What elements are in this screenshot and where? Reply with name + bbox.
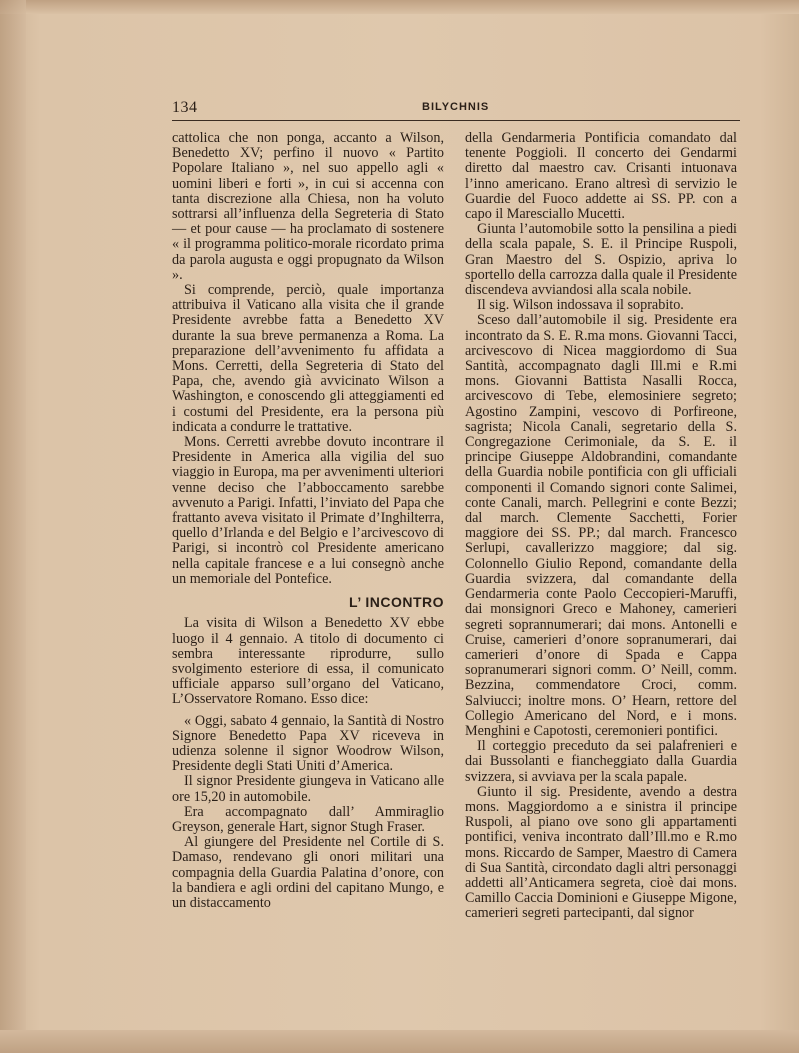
- paragraph: cattolica che non ponga, accanto a Wilson, Benedetto XV; perfino il nuovo « Partito Popolare Italiano », nel suo appello agli « uomini liberi e forti », in cui si accenna con tanta discrezione alla Chiesa, non ha voluto sottrarsi all’influenza della Segreteria di Stato — et pour cause — ha proclamato di sostenere « il programma politico-morale ricordato prima da parola augusta e oggi propugnato da Wilson ».: [172, 130, 444, 283]
- paragraph: Il corteggio preceduto da sei palafrenieri e dai Bussolanti e fiancheggiato dalla Guardia svizzera, si avviava per la scala papale.: [465, 738, 737, 785]
- paragraph: Il signor Presidente giungeva in Vaticano alle ore 15,20 in automobile.: [172, 773, 444, 805]
- paragraph: Al giungere del Presidente nel Cortile di S. Damaso, rendevano gli onori militari una compagnia della Guardia Palatina d’onore, con la bandiera e agli ordini del capitano Mungo, e un distaccamento: [172, 834, 444, 911]
- page-header: [172, 96, 740, 120]
- paragraph: La visita di Wilson a Benedetto XV ebbe luogo il 4 gennaio. A titolo di documento ci sembra interessante riprodurre, sullo svolgimento esteriore di essa, il comunicato ufficiale apparso sull’organo del Vaticano, L’Osservatore Romano. Esso dice:: [172, 615, 444, 708]
- left-column: [172, 131, 444, 911]
- paragraph: Sceso dall’automobile il sig. Presidente era incontrato da S. E. R.ma mons. Giovanni Tacci, arcivescovo di Nicea maggiordomo di Sua Santità, accompagnato dagli Ill.mi e R.mi mons. Giovanni Battista Nasalli Rocca, arcivescovo di Tebe, elemosiniere segreto; Agostino Zampini, vescovo di Porfireone, sagrista; Nicola Canali, segretario della S. Congregazione Cerimoniale, da S. E. il principe Giuseppe Aldobrandini, comandante della Guardia nobile pontificia con gli ufficiali componenti il Comando signori conte Salimei, conte Canali, march. Pellegrini e conte Bezzi; dal march. Clemente Sacchetti, Forier maggiore dei SS. PP.; dal march. Francesco Serlupi, cavallerizzo maggiore; dal sig. Colonnello Giulio Repond, comandante della Guardia svizzera, dal comandante della Gendarmeria conte Paolo Ceccopieri-Maruffi, dai monsignori Greco e Mahoney, camerieri segreti soprannumerari; dai mons. Antonelli e Cruise, camerieri d’onore sopranumerari, dai camerieri d’onore di Spada e Cappa sopranumerari signori comm. O’ Neill, comm. Bezzina, commendatore Croci, comm. Salviucci; inoltre mons. O’ Hearn, rettore del Collegio Americano del Nord, e i mons. Menghini e Capotosti, ceremonieri pontifici.: [465, 312, 737, 739]
- paragraph: Mons. Cerretti avrebbe dovuto incontrare il Presidente in America alla vigilia del suo viaggio in Europa, ma per avvenimenti ulteriori venne deciso che l’abboccamento sarebbe avvenuto a Parigi. Infatti, l’inviato del Papa che frattanto aveva visitato il Primate d’Inghilterra, quello d’Irlanda e del Belgio e l’arcivescovo di Parigi, si incontrò col Presidente americano nella capitale francese e a lui consegnò anche un memoriale del Pontefice.: [172, 434, 444, 587]
- paragraph: Si comprende, perciò, quale importanza attribuiva il Vaticano alla visita che il grande Presidente avrebbe fatta a Benedetto XV durante la sua breve permanenza a Roma. La preparazione dell’avvenimento fu affidata a Mons. Cerretti, della Segreteria di Stato del Papa, che, avendo già avvicinato Wilson a Washington, e conoscendo gli atteggiamenti ed i costumi del Presidente, era la persona più indicata a condurre le trattative.: [172, 282, 444, 435]
- right-column: [465, 131, 737, 922]
- paragraph: « Oggi, sabato 4 gennaio, la Santità di Nostro Signore Benedetto Papa XV riceveva in udienza solenne il signor Woodrow Wilson, Presidente degli Stati Uniti d’America.: [172, 712, 444, 775]
- paragraph: della Gendarmeria Pontificia comandato dal tenente Poggioli. Il concerto dei Gendarmi diretto dal maestro cav. Crisanti intuonava l’inno americano. Erano altresì di servizio le Guardie del Fuoco addette ai SS. PP. con a capo il Maresciallo Mucetti.: [465, 130, 737, 223]
- paragraph: Giunto il sig. Presidente, avendo a destra mons. Maggiordomo a e sinistra il principe Ruspoli, al piano ove sono gli appartamenti pontifici, veniva incontrato dall’Ill.mo e R.mo mons. Riccardo de Samper, Maestro di Camera di Sua Santità, circondato dagli altri personaggi addetti all’Anticamera segreta, cioè dai mons. Camillo Caccia Dominioni e Giuseppe Migone, camerieri segreti partecipanti, dal signor: [465, 783, 737, 922]
- header-rule: [172, 120, 740, 121]
- page-bottom-edge: [0, 1030, 799, 1053]
- binding-edge: [0, 0, 26, 1053]
- paragraph: Giunta l’automobile sotto la pensilina a piedi della scala papale, S. E. il Principe Ruspoli, Gran Maestro del S. Ospizio, apriva lo sportello della carrozza dalla quale il Presidente discendeva avviandosi alla scala nobile.: [465, 221, 737, 299]
- page-top-edge: [0, 0, 799, 14]
- section-heading: L’ INCONTRO: [349, 594, 444, 611]
- running-head: BILYCHNIS: [422, 101, 490, 113]
- page-number: 134: [172, 99, 198, 116]
- paragraph: Il sig. Wilson indossava il soprabito.: [477, 297, 684, 314]
- paragraph: Era accompagnato dall’ Ammiraglio Greyson, generale Hart, signor Stugh Fraser.: [172, 803, 444, 835]
